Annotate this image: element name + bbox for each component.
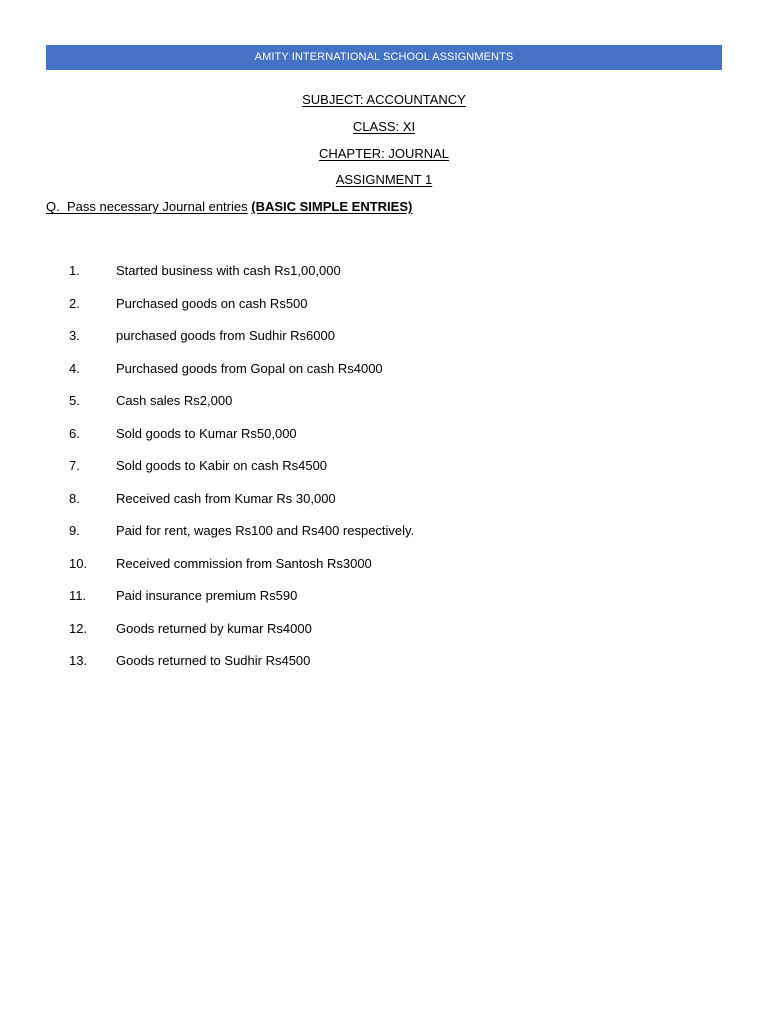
list-item — [0, 621, 768, 654]
class-heading — [0, 119, 768, 134]
entry-text: Started business with cash Rs1,00,000 — [116, 263, 341, 278]
list-item — [0, 426, 768, 459]
entry-number: 12. — [69, 620, 88, 636]
header-banner — [46, 45, 722, 70]
entry-number: 5. — [69, 393, 80, 408]
assignment-heading — [0, 172, 768, 187]
entry-text: Cash sales Rs2,000 — [116, 393, 233, 408]
entry-text: Purchased goods on cash Rs500 — [116, 295, 308, 311]
entry-number: 9. — [69, 523, 80, 538]
list-item — [0, 556, 768, 589]
list-item — [0, 263, 768, 296]
entry-number: 13. — [69, 653, 88, 668]
journal-entries-list — [0, 263, 768, 686]
entry-number: 8. — [69, 490, 80, 506]
list-item — [0, 491, 768, 524]
header-banner-text: AMITY INTERNATIONAL SCHOOL ASSIGNMENTS — [254, 51, 514, 63]
class-heading-text: CLASS: XI — [352, 119, 416, 134]
entry-text: Received cash from Kumar Rs 30,000 — [116, 490, 336, 506]
subject-heading — [0, 92, 768, 107]
entry-text: Purchased goods from Gopal on cash Rs4000 — [116, 360, 383, 376]
entry-number: 11. — [69, 588, 87, 603]
question-text: Pass necessary Journal entries — [66, 199, 248, 214]
list-item — [0, 653, 768, 686]
entry-number: 3. — [69, 328, 80, 343]
list-item — [0, 328, 768, 361]
list-item — [0, 393, 768, 426]
entry-text: Sold goods to Kumar Rs50,000 — [116, 425, 297, 441]
question-line — [46, 199, 412, 214]
entry-text: Goods returned to Sudhir Rs4500 — [116, 653, 311, 668]
entry-number: 1. — [69, 263, 80, 278]
entry-number: 4. — [69, 360, 80, 376]
entry-text: Goods returned by kumar Rs4000 — [116, 620, 312, 636]
list-item — [0, 296, 768, 329]
entry-number: 7. — [69, 458, 80, 473]
question-emphasis: (BASIC SIMPLE ENTRIES) — [251, 199, 413, 214]
question-prefix: Q. — [46, 199, 60, 214]
entry-text: Paid for rent, wages Rs100 and Rs400 respectively. — [116, 523, 415, 538]
entry-text: Received commission from Santosh Rs3000 — [116, 555, 372, 571]
entry-text: Sold goods to Kabir on cash Rs4500 — [116, 458, 328, 473]
assignment-heading-text: ASSIGNMENT 1 — [335, 172, 433, 187]
list-item — [0, 361, 768, 394]
entry-number: 2. — [69, 295, 80, 311]
entry-text: Paid insurance premium Rs590 — [116, 588, 298, 603]
chapter-heading — [0, 146, 768, 161]
list-item — [0, 588, 768, 621]
list-item — [0, 523, 768, 556]
entry-number: 6. — [69, 425, 80, 441]
entry-text: purchased goods from Sudhir Rs6000 — [116, 328, 335, 343]
list-item — [0, 458, 768, 491]
chapter-heading-text: CHAPTER: JOURNAL — [318, 146, 450, 161]
subject-heading-text: SUBJECT: ACCOUNTANCY — [302, 92, 466, 107]
entry-number: 10. — [69, 555, 88, 571]
